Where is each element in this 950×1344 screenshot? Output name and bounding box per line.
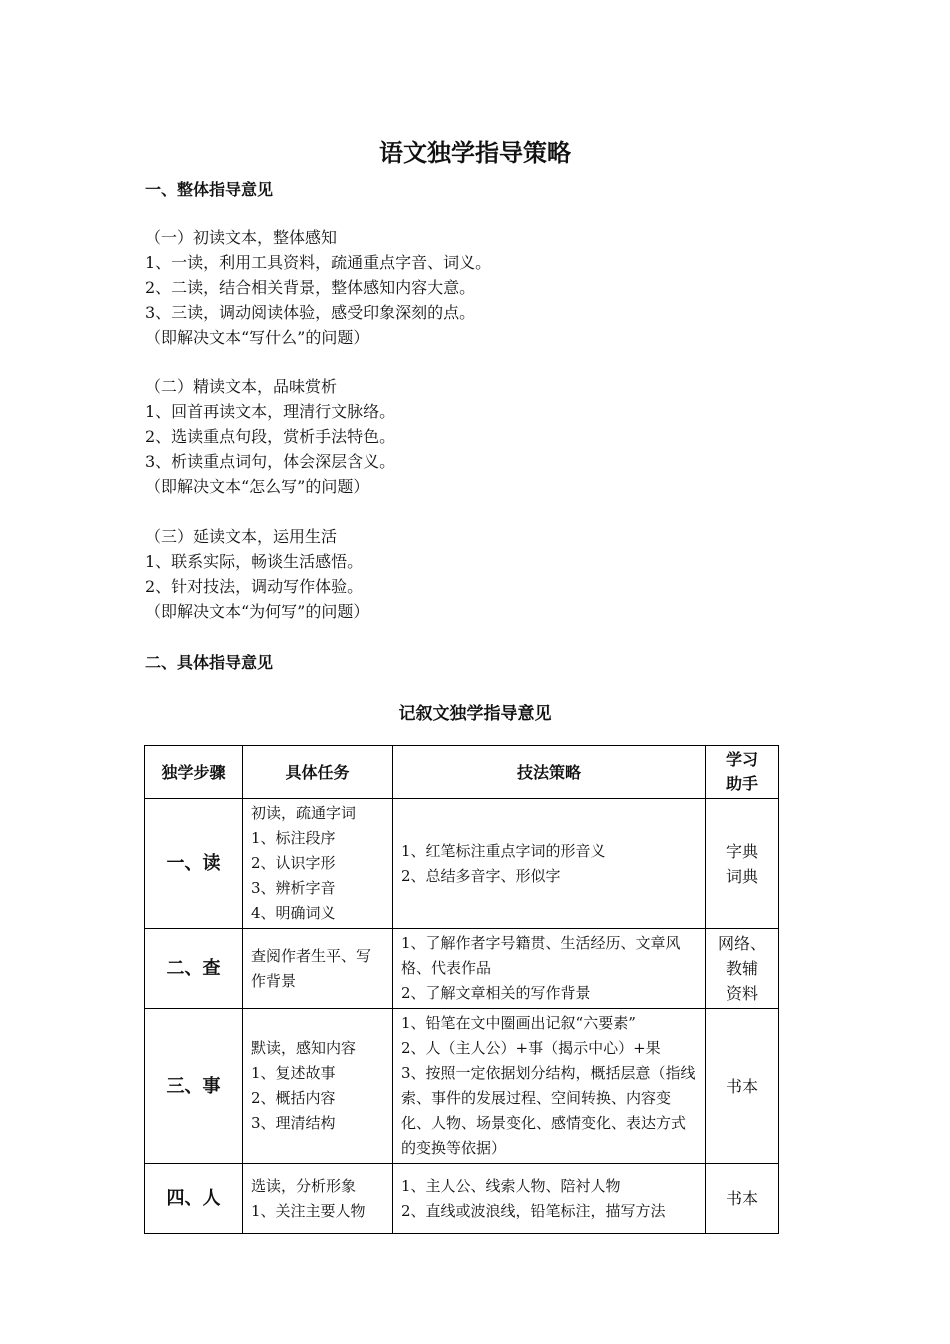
group-1-line: 2、二读，结合相关背景，整体感知内容大意。	[145, 278, 476, 297]
task-cell	[243, 799, 393, 929]
group-1-line: （即解决文本“写什么”的问题）	[145, 328, 370, 347]
strategy-cell	[393, 1009, 706, 1164]
paragraph-group-1	[145, 225, 491, 350]
header-strategy: 技法策略	[393, 746, 706, 799]
strategy-line: 1、铅笔在文中圈画出记叙“六要素”	[401, 1014, 636, 1032]
table-row	[145, 929, 779, 1009]
header-helper-line: 学习	[725, 750, 758, 769]
helper-cell	[706, 929, 779, 1009]
strategy-line: 3、按照一定依据划分结构，概括层意（指线索、事件的发展过程、空间转换、内容变化、人物、场景变化、感情变化、表达方式的变换等依据）	[401, 1064, 696, 1157]
helper-line: 网络、	[717, 934, 766, 953]
group-3-line: 2、针对技法，调动写作体验。	[145, 577, 364, 596]
table-row	[145, 799, 779, 929]
group-2-line: 2、选读重点句段，赏析手法特色。	[145, 427, 396, 446]
group-1-line: （一）初读文本，整体感知	[145, 228, 338, 247]
task-line: 2、认识字形	[251, 854, 336, 872]
task-cell	[243, 1009, 393, 1164]
strategy-cell	[393, 1164, 706, 1234]
strategy-line: 1、红笔标注重点字词的形音义	[401, 841, 606, 860]
helper-cell	[706, 1009, 779, 1164]
page-title: 语文独学指导策略	[379, 138, 571, 167]
helper-line: 教辅	[725, 959, 758, 978]
paragraph-group-2	[145, 374, 395, 499]
helper-cell	[706, 1164, 779, 1234]
table-header-row	[145, 746, 779, 799]
table-row	[145, 1164, 779, 1234]
strategy-line: 1、了解作者字号籍贯、生活经历、文章风格、代表作品	[401, 934, 681, 977]
header-helper	[706, 746, 779, 799]
table-title: 记叙文独学指导意见	[398, 704, 552, 724]
task-line: 3、辨析字音	[251, 879, 336, 897]
guide-table	[144, 745, 779, 1234]
header-step: 独学步骤	[145, 746, 243, 799]
task-line: 1、复述故事	[251, 1064, 336, 1082]
task-line: 1、标注段序	[251, 829, 336, 847]
group-3-line: 1、联系实际，畅谈生活感悟。	[145, 552, 364, 571]
helper-line: 词典	[725, 866, 758, 886]
group-2-line: （二）精读文本，品味赏析	[145, 377, 338, 396]
task-line: 4、明确词义	[251, 904, 336, 922]
section-heading-specific: 二、具体指导意见	[145, 653, 274, 672]
section-heading-overall: 一、整体指导意见	[145, 180, 274, 199]
strategy-cell	[393, 929, 706, 1009]
task-line: 2、概括内容	[251, 1089, 336, 1107]
strategy-line: 2、总结多音字、形似字	[401, 866, 561, 885]
helper-line: 资料	[725, 984, 758, 1003]
step-cell: 一、读	[145, 799, 243, 929]
task-line: 默读，感知内容	[251, 1039, 357, 1057]
task-line: 选读，分析形象	[251, 1176, 357, 1195]
strategy-cell	[393, 799, 706, 929]
group-2-line: （即解决文本“怎么写”的问题）	[145, 477, 370, 496]
strategy-line: 1、主人公、线索人物、陪衬人物	[401, 1176, 621, 1195]
task-line: 1、关注主要人物	[251, 1201, 366, 1220]
group-1-line: 3、三读，调动阅读体验，感受印象深刻的点。	[145, 303, 476, 322]
task-line: 查阅作者生平、写作背景	[251, 946, 372, 990]
group-3-line: （即解决文本“为何写”的问题）	[145, 602, 370, 621]
paragraph-group-3	[145, 524, 369, 624]
header-helper-line: 助手	[725, 774, 758, 793]
step-cell: 三、事	[145, 1009, 243, 1164]
step-cell: 二、查	[145, 929, 243, 1009]
group-2-line: 1、回首再读文本，理清行文脉络。	[145, 402, 396, 421]
strategy-line: 2、人（主人公）+事（揭示中心）+果	[401, 1039, 661, 1057]
group-1-line: 1、一读，利用工具资料，疏通重点字音、词义。	[145, 253, 492, 272]
task-line: 初读，疏通字词	[251, 804, 357, 822]
table-row	[145, 1009, 779, 1164]
strategy-line: 2、了解文章相关的写作背景	[401, 984, 591, 1002]
task-cell	[243, 1164, 393, 1234]
helper-line: 书本	[725, 1189, 758, 1208]
helper-line: 字典	[725, 841, 758, 861]
header-task: 具体任务	[243, 746, 393, 799]
helper-cell	[706, 799, 779, 929]
step-cell: 四、人	[145, 1164, 243, 1234]
helper-line: 书本	[725, 1076, 758, 1096]
strategy-line: 2、直线或波浪线，铅笔标注，描写方法	[401, 1201, 666, 1220]
group-2-line: 3、析读重点词句，体会深层含义。	[145, 452, 396, 471]
group-3-line: （三）延读文本，运用生活	[145, 527, 338, 546]
task-cell	[243, 929, 393, 1009]
task-line: 3、理清结构	[251, 1114, 336, 1132]
